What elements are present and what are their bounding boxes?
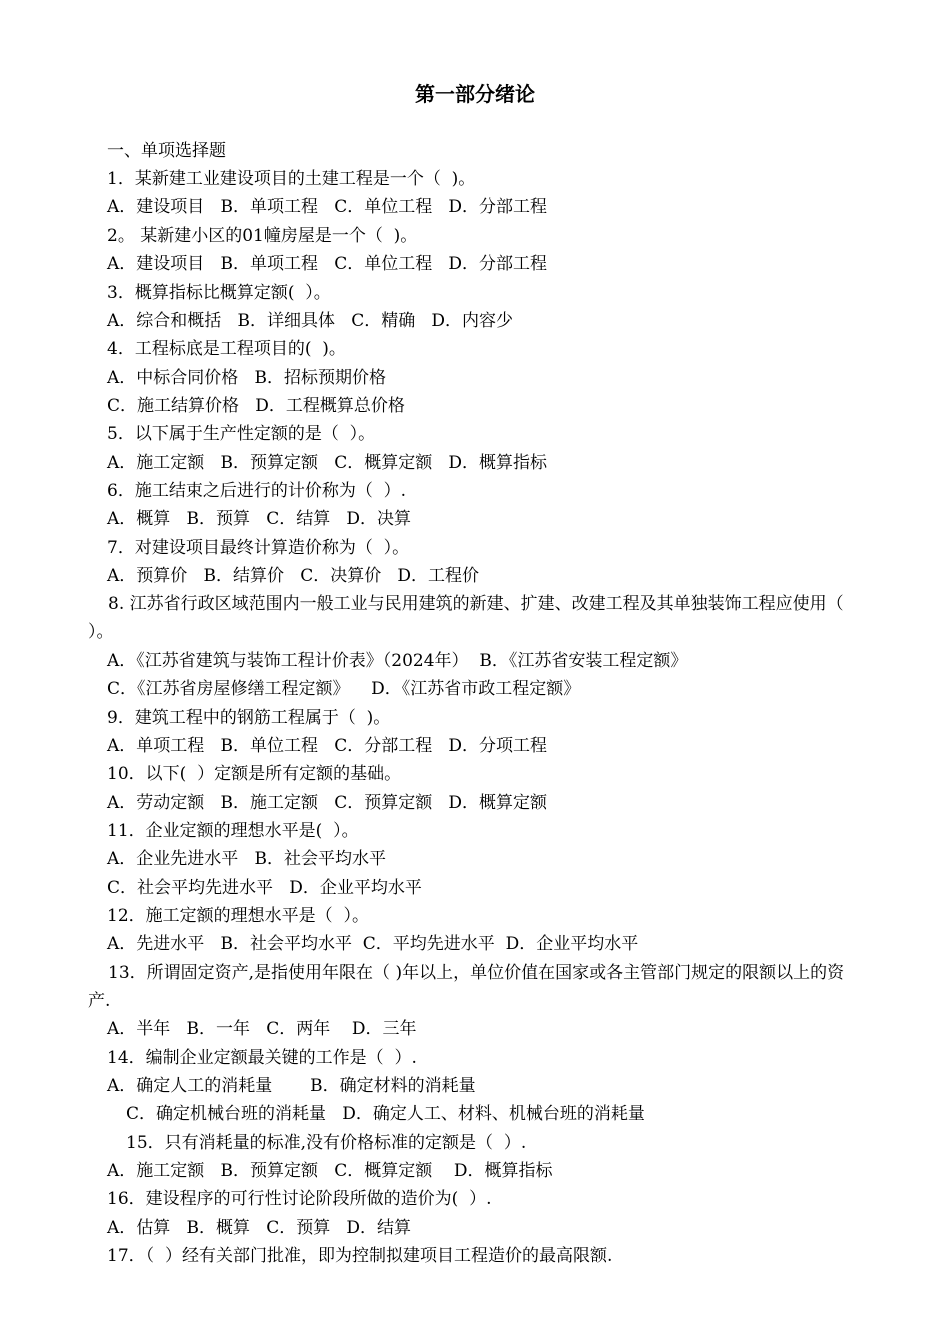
- options-text: A．劳动定额 B．施工定额 C．预算定额 D．概算定额: [107, 793, 548, 813]
- question-text: 5．以下属于生产性定额的是（ ）。: [107, 424, 376, 444]
- options-text: A．先进水平 B．社会平均水平 C．平均先进水平 D．企业平均水平: [107, 934, 639, 954]
- question-text: 14．编制企业定额最关键的工作是（ ）.: [107, 1048, 417, 1068]
- question-text: 10．以下( ）定额是所有定额的基础。: [107, 764, 402, 784]
- question-text: 4．工程标底是工程项目的( )。: [107, 339, 346, 359]
- options-text: C．《江苏省房屋修缮工程定额》 D．《江苏省市政工程定额》: [107, 679, 581, 699]
- options-text: A．建设项目 B．单项工程 C．单位工程 D．分部工程: [107, 197, 548, 217]
- options-text: C．施工结算价格 D．工程概算总价格: [107, 396, 405, 416]
- options-text: A．企业先进水平 B．社会平均水平: [107, 849, 386, 869]
- options-text: A．施工定额 B．预算定额 C．概算定额 D．概算指标: [107, 453, 548, 473]
- options-text: C．社会平均先进水平 D．企业平均水平: [107, 878, 422, 898]
- options-text: A．预算价 B．结算价 C．决算价 D．工程价: [107, 566, 480, 586]
- question-text: 7．对建设项目最终计算造价称为（ ）。: [107, 538, 410, 558]
- question-text: 1．某新建工业建设项目的土建工程是一个（ )。: [107, 169, 476, 189]
- options-text: A．《江苏省建筑与装饰工程计价表》（2024年） B．《江苏省安装工程定额》: [107, 651, 688, 671]
- options-text: A．单项工程 B．单位工程 C．分部工程 D．分项工程: [107, 736, 548, 756]
- options-text: A．中标合同价格 B．招标预期价格: [107, 368, 386, 388]
- question-text: 15．只有消耗量的标准,没有价格标准的定额是（ ）.: [126, 1133, 527, 1153]
- question-text: 17．（ ）经有关部门批准，即为控制拟建项目工程造价的最高限额.: [107, 1246, 613, 1266]
- options-text: A．施工定额 B．预算定额 C．概算定额 D．概算指标: [107, 1161, 553, 1181]
- question-text: 12．施工定额的理想水平是（ ）。: [107, 906, 369, 926]
- options-text: A．综合和概括 B．详细具体 C．精确 D．内容少: [107, 311, 514, 331]
- question-text: 11．企业定额的理想水平是( ）。: [107, 821, 359, 841]
- options-text: A．建设项目 B．单项工程 C．单位工程 D．分部工程: [107, 254, 548, 274]
- options-text: A．估算 B．概算 C．预算 D．结算: [107, 1218, 412, 1238]
- page-title: 第一部分绪论: [415, 82, 535, 106]
- options-text: C．确定机械台班的消耗量 D．确定人工、材料、机械台班的消耗量: [126, 1104, 645, 1124]
- options-text: A．半年 B．一年 C．两年 D．三年: [107, 1019, 417, 1039]
- question-text: 8. 江苏省行政区域范围内一般工业与民用建筑的新建、扩建、改建工程及其单独装饰工程应使用（ ）。: [88, 594, 844, 643]
- question-text: 3．概算指标比概算定额( ）。: [107, 283, 331, 303]
- options-text: A．确定人工的消耗量 B．确定材料的消耗量: [107, 1076, 476, 1096]
- section-heading: 一、单项选择题: [107, 141, 226, 161]
- question-text: 13．所谓固定资产,是指使用年限在（ )年以上，单位价值在国家或各主管部门规定的限额以上的资产.: [88, 963, 845, 1012]
- question-text: 16．建设程序的可行性讨论阶段所做的造价为( ）.: [107, 1189, 492, 1209]
- options-text: A．概算 B．预算 C．结算 D．决算: [107, 509, 412, 529]
- question-text: 9．建筑工程中的钢筋工程属于（ )。: [107, 708, 391, 728]
- question-text: 6．施工结束之后进行的计价称为（ ）.: [107, 481, 407, 501]
- question-text: 2。 某新建小区的01幢房屋是一个（ )。: [107, 226, 418, 246]
